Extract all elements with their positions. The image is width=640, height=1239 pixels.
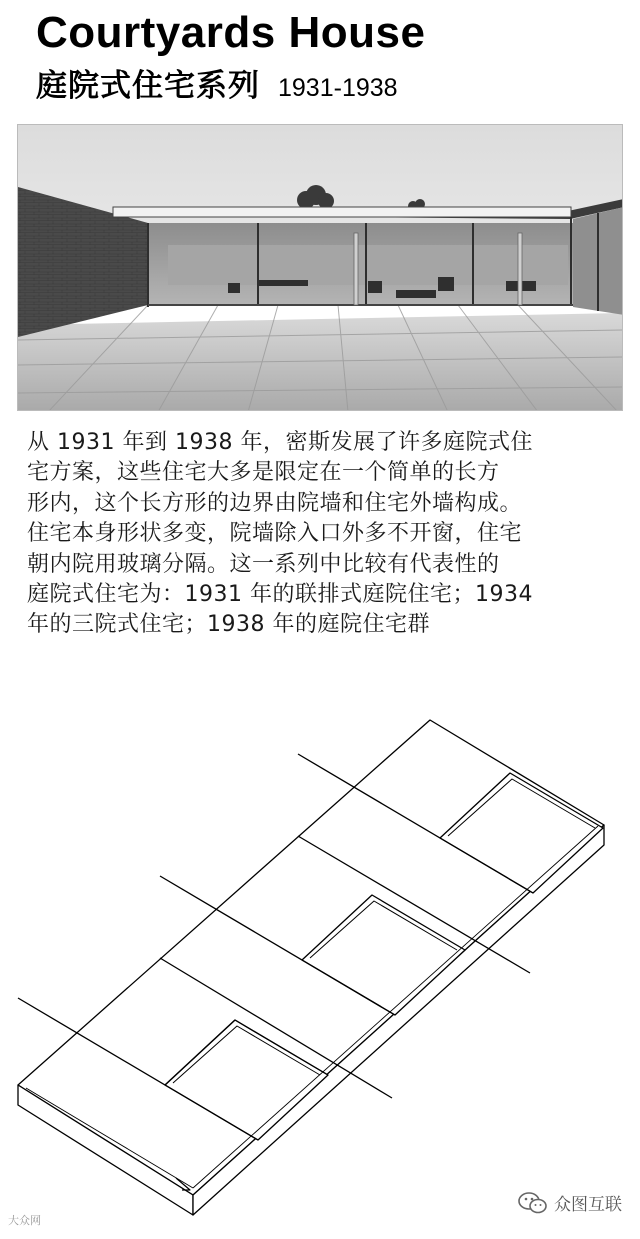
description-line: 庭院式住宅为：1931 年的联排式庭院住宅；1934	[27, 582, 533, 608]
wechat-icon	[518, 1192, 548, 1214]
description-line: 朝内院用玻璃分隔。这一系列中比较有代表性的	[27, 551, 500, 577]
description-line: 住宅本身形状多变，院墙除入口外多不开窗，住宅	[27, 521, 523, 547]
description-line: 形内，这个长方形的边界由院墙和住宅外墙构成。	[27, 490, 523, 516]
courtyard-rendering	[17, 124, 623, 411]
watermark-left: 大众网	[8, 1214, 41, 1227]
description-line: 年的三院式住宅；1938 年的庭院住宅群	[27, 612, 430, 638]
description-line: 从 1931 年到 1938 年，密斯发展了许多庭院式住	[27, 430, 533, 455]
page-subtitle: 庭院式住宅系列	[36, 68, 260, 104]
watermark-right	[518, 1190, 622, 1215]
subtitle-row	[36, 60, 398, 104]
watermark-right-text: 众图互联	[554, 1195, 622, 1215]
description-paragraph	[27, 428, 617, 641]
page-title: Courtyards House	[36, 8, 426, 57]
axonometric-drawing	[0, 690, 640, 1235]
description-line: 宅方案，这些住宅大多是限定在一个简单的长方	[27, 460, 500, 486]
year-range: 1931-1938	[278, 74, 398, 102]
